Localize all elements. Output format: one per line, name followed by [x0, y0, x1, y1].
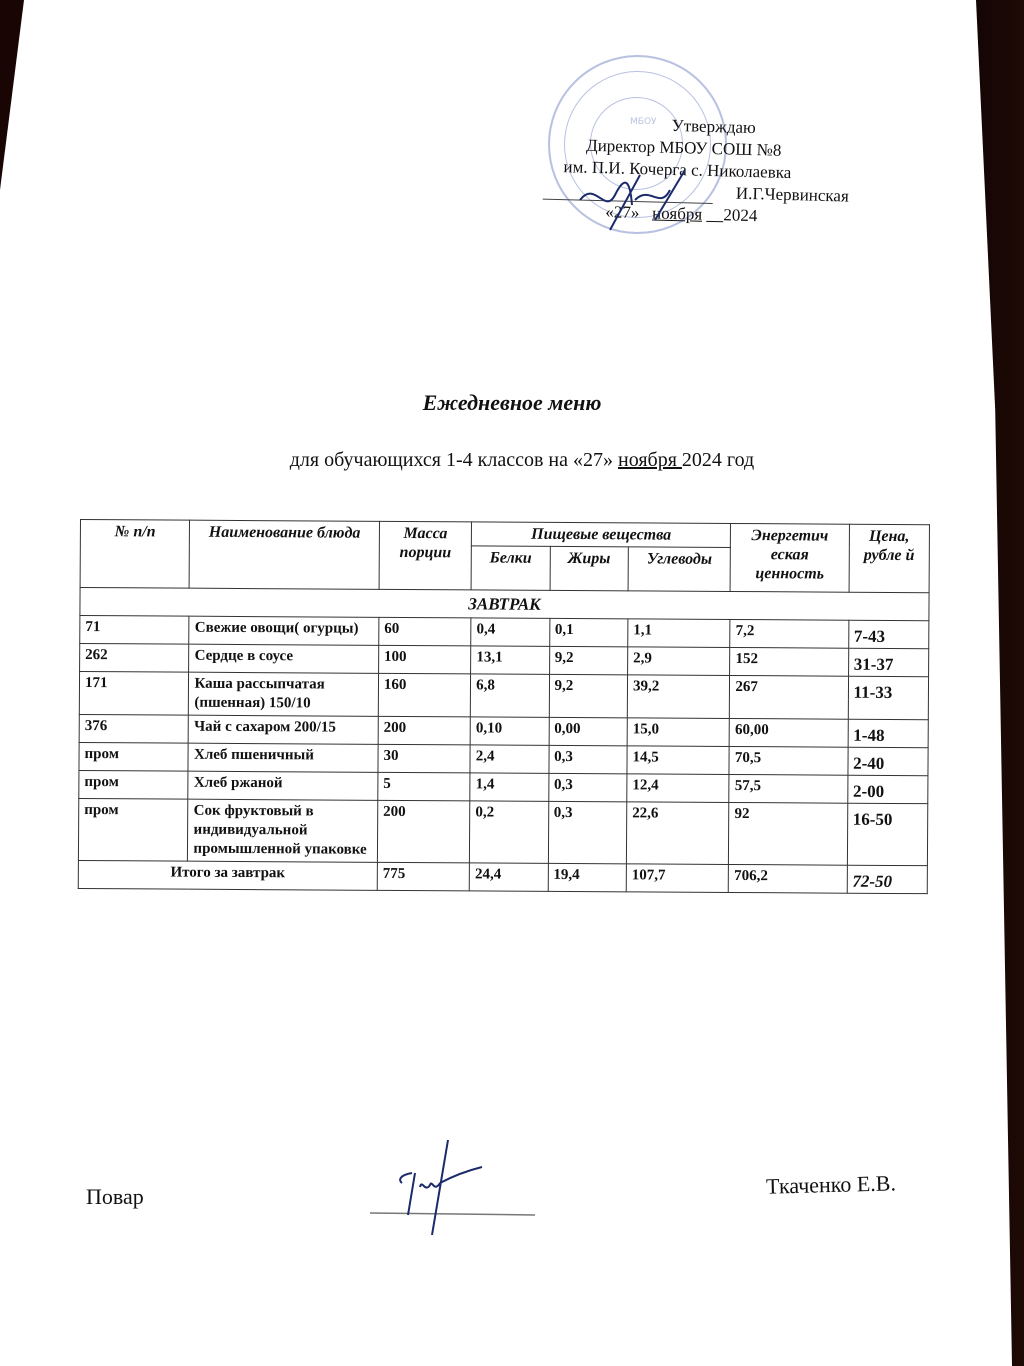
cell-price: 2-40 — [848, 747, 929, 775]
cell-fats: 0,3 — [549, 745, 628, 773]
cell-energy: 60,00 — [729, 718, 847, 747]
cell-carbs: 12,4 — [627, 774, 730, 803]
cell-carbs: 15,0 — [627, 718, 730, 747]
header-num: № п/п — [80, 520, 190, 589]
approval-school: им. П.И. Кочерга с. Николаевка — [563, 157, 792, 183]
cell-num: пром — [79, 742, 189, 771]
cell-energy: 92 — [729, 802, 848, 865]
header-nutrients: Пищевые вещества — [472, 522, 731, 548]
cell-energy: 7,2 — [730, 619, 848, 648]
cell-proteins: 0,2 — [470, 801, 549, 863]
cell-proteins: 6,8 — [471, 674, 550, 717]
header-row — [80, 520, 929, 549]
total-fats: 19,4 — [548, 863, 627, 891]
cell-price: 7-43 — [848, 620, 929, 648]
cell-mass: 200 — [377, 800, 470, 863]
cell-fats: 0,3 — [548, 773, 627, 801]
header-proteins: Белки — [471, 546, 550, 590]
cell-mass: 160 — [378, 673, 471, 717]
cell-energy: 267 — [730, 675, 849, 719]
cell-num: 171 — [79, 672, 189, 716]
approval-year: 2024 — [723, 205, 758, 226]
cell-num: пром — [78, 798, 188, 861]
cell-energy: 70,5 — [729, 746, 847, 775]
total-row — [78, 860, 927, 893]
total-proteins: 24,4 — [469, 863, 548, 891]
cell-num: 376 — [79, 714, 189, 743]
cell-num: пром — [79, 770, 189, 799]
cell-proteins: 2,4 — [470, 745, 549, 773]
cell-carbs: 14,5 — [627, 746, 730, 775]
total-label: Итого за завтрак — [78, 860, 377, 890]
cell-fats: 0,3 — [548, 801, 627, 863]
cell-price: 2-00 — [847, 775, 928, 803]
cell-name: Хлеб пшеничный — [188, 743, 378, 772]
cell-name: Хлеб ржаной — [188, 771, 378, 800]
header-mass: Масса порции — [379, 521, 472, 590]
cook-signature — [370, 1135, 540, 1235]
menu-table — [78, 519, 930, 894]
page-subtitle — [0, 448, 1024, 472]
approval-position: Директор МБОУ СОШ №8 — [585, 135, 782, 160]
approval-day: «27» — [605, 202, 640, 223]
cell-carbs: 22,6 — [626, 802, 729, 865]
subtitle-prefix: для обучающихся 1-4 классов на «27» — [289, 449, 619, 471]
total-energy: 706,2 — [729, 864, 847, 893]
cell-name: Сок фруктовый в индивидуальной промышленной упаковке — [188, 799, 378, 862]
cell-price: 11-33 — [848, 676, 929, 719]
cell-proteins: 0,10 — [470, 717, 549, 745]
header-price: Цена, рубле й — [849, 524, 930, 592]
cell-price: 16-50 — [847, 803, 928, 865]
cell-carbs: 39,2 — [627, 675, 730, 719]
total-mass: 775 — [377, 862, 469, 891]
cell-proteins: 0,4 — [471, 618, 550, 646]
cell-mass: 200 — [378, 716, 470, 745]
cell-name: Сердце в соусе — [189, 644, 379, 673]
cell-mass: 60 — [379, 617, 471, 646]
subtitle-month: ноября — [618, 449, 682, 471]
header-energy: Энергетич еская ценность — [730, 523, 849, 592]
approval-month: ноября — [651, 203, 703, 224]
cook-name: Ткаченко Е.В. — [765, 1170, 897, 1199]
cell-proteins: 1,4 — [470, 773, 549, 801]
photo-edge-right — [976, 0, 1024, 1366]
total-carbs: 107,7 — [626, 864, 729, 893]
cell-fats: 0,1 — [549, 618, 628, 646]
approval-signer: И.Г.Червинская — [735, 183, 850, 206]
header-carbs: Углеводы — [628, 547, 731, 592]
cell-num: 71 — [80, 616, 190, 645]
cell-energy: 57,5 — [729, 774, 847, 803]
cell-carbs: 1,1 — [628, 619, 731, 648]
cell-mass: 30 — [378, 744, 470, 773]
photo-edge-left — [0, 0, 24, 190]
page-title: Ежедневное меню — [422, 390, 602, 415]
cell-fats: 9,2 — [549, 646, 628, 674]
approval-block — [557, 112, 920, 231]
cell-fats: 9,2 — [549, 674, 628, 717]
stamp-text: МБОУ — [630, 117, 657, 127]
cell-fats: 0,00 — [549, 717, 628, 745]
cell-mass: 100 — [378, 645, 470, 674]
total-price: 72-50 — [847, 865, 928, 893]
section-breakfast: ЗАВТРАК — [80, 588, 929, 621]
table-row — [79, 672, 928, 720]
header-fats: Жиры — [550, 546, 629, 590]
cook-role: Повар — [86, 1184, 144, 1209]
header-name: Наименование блюда — [190, 520, 380, 589]
cell-name: Чай с сахаром 200/15 — [189, 715, 379, 744]
subtitle-suffix: 2024 год — [681, 449, 755, 471]
cell-energy: 152 — [730, 647, 848, 676]
cell-price: 1-48 — [848, 719, 929, 747]
approval-heading: Утверждаю — [671, 115, 757, 138]
cell-carbs: 2,9 — [628, 647, 731, 676]
cell-name: Каша рассыпчатая (пшенная) 150/10 — [189, 672, 379, 716]
cell-num: 262 — [80, 644, 190, 673]
cell-proteins: 13,1 — [471, 646, 550, 674]
cell-price: 31-37 — [848, 648, 929, 676]
table-row — [78, 798, 927, 865]
cell-mass: 5 — [378, 772, 470, 801]
cell-name: Свежие овощи( огурцы) — [189, 616, 379, 645]
